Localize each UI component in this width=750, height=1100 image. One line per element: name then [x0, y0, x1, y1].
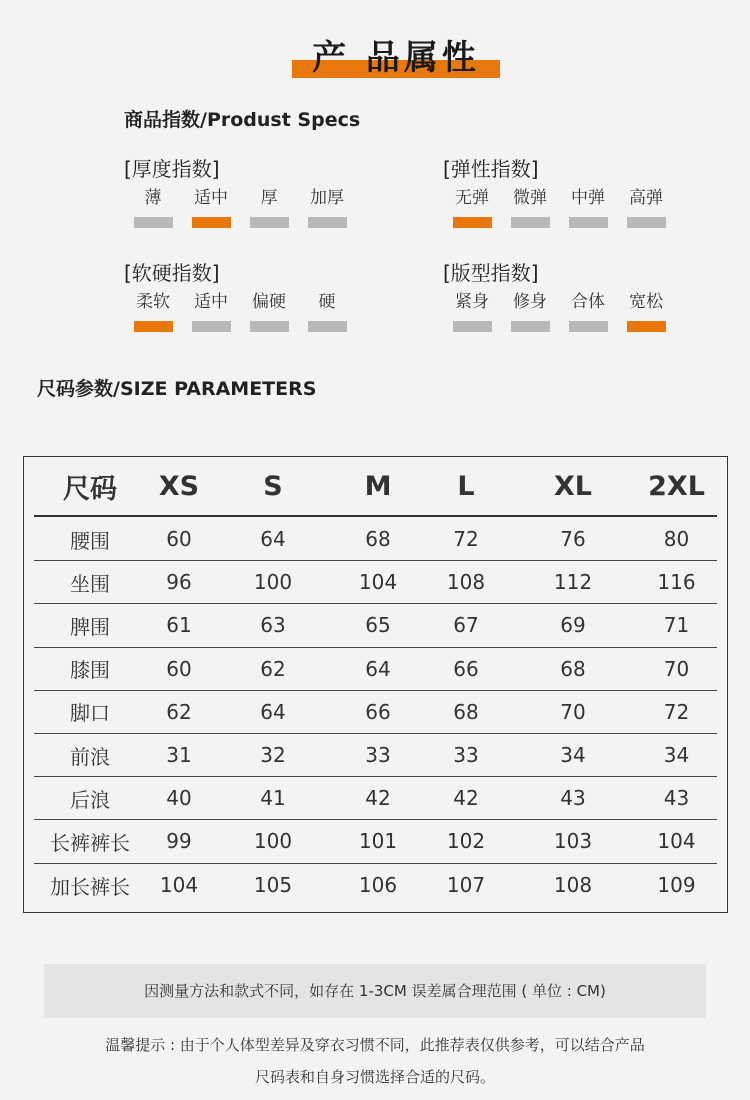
size-table [23, 456, 728, 913]
value-cell: 63 [260, 613, 286, 638]
index-bar [627, 321, 666, 332]
value-cell: 107 [446, 873, 486, 898]
value-cell: 68 [453, 699, 479, 724]
index-option-label: 高弹 [629, 188, 663, 208]
row-label-cell: 加长裤长 [50, 874, 130, 899]
index-bar [453, 217, 492, 228]
value-cell: 109 [657, 873, 696, 898]
value-cell: 32 [260, 743, 286, 768]
size-heading: 尺码参数/SIZE PARAMETERS [37, 378, 317, 400]
value-cell: 66 [365, 699, 391, 724]
table-row [34, 777, 717, 820]
index-option-label: 修身 [513, 292, 547, 312]
row-label-cell: 膝围 [70, 658, 110, 683]
row-label-cell: 长裤裤长 [50, 830, 130, 855]
index-option [617, 289, 675, 332]
table-row [34, 864, 717, 907]
value-cell: 43 [663, 786, 690, 811]
value-cell: 100 [253, 829, 293, 854]
header-cell: 尺码 [63, 473, 117, 505]
index-bar [192, 217, 231, 228]
value-cell: 104 [358, 570, 398, 595]
value-cell: 80 [663, 527, 690, 552]
index-option-label: 柔软 [136, 292, 170, 312]
value-cell: 112 [553, 570, 593, 595]
value-cell: 70 [560, 699, 586, 724]
value-cell: 104 [159, 873, 199, 898]
index-bar [250, 321, 289, 332]
index-bar [134, 321, 173, 332]
value-cell: 99 [166, 829, 192, 854]
value-cell: 101 [358, 829, 398, 854]
index-option [124, 289, 182, 332]
value-cell: 62 [260, 656, 286, 681]
value-cell: 33 [453, 743, 479, 768]
value-cell: 69 [560, 613, 586, 638]
value-cell: 100 [253, 570, 293, 595]
value-cell: 108 [446, 570, 486, 595]
header-cell: 2XL [648, 470, 705, 502]
value-cell: 68 [560, 656, 586, 681]
index-option [443, 289, 501, 332]
value-cell: 72 [663, 699, 690, 724]
index-option-label: 适中 [194, 188, 228, 208]
index-option [124, 185, 182, 228]
table-row [34, 820, 717, 863]
tip-line-2: 尺码表和自身习惯选择合适的尺码。 [254, 1068, 495, 1086]
page-title: 产 品属性 [312, 38, 480, 78]
value-cell: 64 [260, 699, 286, 724]
value-cell: 103 [553, 829, 593, 854]
value-cell: 60 [166, 656, 192, 681]
index-bar [569, 217, 608, 228]
index-bar [569, 321, 608, 332]
value-cell: 62 [166, 699, 192, 724]
value-cell: 34 [560, 743, 586, 768]
value-cell: 41 [260, 786, 286, 811]
value-cell: 105 [253, 873, 293, 898]
index-bar [627, 217, 666, 228]
index-option-label: 薄 [144, 188, 162, 208]
size-table-body [34, 518, 717, 907]
row-label-cell: 脚口 [70, 701, 110, 726]
index-option-label: 微弹 [513, 188, 547, 208]
page-title-block [292, 24, 500, 80]
header-cell: L [457, 470, 475, 502]
measurement-note: 因测量方法和款式不同，如存在 1-3CM 误差属合理范围 ( 单位 : CM) [44, 964, 706, 1018]
index-group-title: [版型指数] [443, 261, 539, 285]
table-row [34, 691, 717, 734]
header-cell: XL [553, 470, 593, 502]
index-option [298, 185, 356, 228]
value-cell: 102 [446, 829, 486, 854]
index-group-title: [软硬指数] [124, 261, 220, 285]
table-row [34, 518, 717, 561]
index-option-label: 无弹 [455, 188, 489, 208]
value-cell: 72 [453, 527, 479, 552]
index-option [617, 185, 675, 228]
index-option-label: 硬 [318, 292, 336, 312]
row-label-cell: 脾围 [70, 614, 110, 639]
table-row [34, 604, 717, 647]
value-cell: 104 [657, 829, 696, 854]
size-table-header [34, 457, 717, 517]
index-bar [134, 217, 173, 228]
value-cell: 60 [166, 527, 192, 552]
index-option [240, 289, 298, 332]
tip-line-1: 温馨提示 : 由于个人体型差异及穿衣习惯不同，此推荐表仅供参考，可以结合产品 [105, 1036, 645, 1054]
index-option [443, 185, 501, 228]
index-option [298, 289, 356, 332]
value-cell: 116 [657, 570, 696, 595]
index-option-label: 紧身 [455, 292, 489, 312]
header-cell: S [263, 470, 283, 502]
value-cell: 42 [453, 786, 479, 811]
index-option [501, 289, 559, 332]
value-cell: 33 [365, 743, 391, 768]
value-cell: 34 [663, 743, 690, 768]
row-label-cell: 腰围 [70, 528, 110, 553]
index-group-softness [124, 257, 364, 332]
index-option [240, 185, 298, 228]
table-row [34, 561, 717, 604]
value-cell: 71 [663, 613, 690, 638]
index-option [182, 185, 240, 228]
index-group-title: [弹性指数] [443, 157, 539, 181]
index-bar [511, 321, 550, 332]
index-option-label: 厚 [260, 188, 278, 208]
value-cell: 61 [166, 613, 192, 638]
value-cell: 108 [553, 873, 593, 898]
value-cell: 106 [358, 873, 398, 898]
index-option-label: 适中 [194, 292, 228, 312]
value-cell: 65 [365, 613, 391, 638]
index-bar [250, 217, 289, 228]
index-group-fit [443, 257, 683, 332]
value-cell: 70 [663, 656, 690, 681]
value-cell: 31 [166, 743, 192, 768]
index-option-label: 偏硬 [252, 292, 286, 312]
index-option [182, 289, 240, 332]
index-bar [511, 217, 550, 228]
value-cell: 68 [365, 527, 391, 552]
index-group-elasticity [443, 153, 683, 228]
value-cell: 96 [166, 570, 192, 595]
header-cell: XS [158, 470, 200, 502]
index-group-thickness [124, 153, 364, 228]
index-option-label: 加厚 [310, 188, 344, 208]
row-label-cell: 前浪 [70, 744, 110, 769]
value-cell: 40 [166, 786, 192, 811]
value-cell: 66 [453, 656, 479, 681]
index-bar [308, 217, 347, 228]
specs-heading: 商品指数/Produst Specs [124, 109, 361, 131]
index-option [501, 185, 559, 228]
index-option [559, 289, 617, 332]
index-option-label: 宽松 [629, 292, 663, 312]
index-bar [453, 321, 492, 332]
index-bar [308, 321, 347, 332]
value-cell: 76 [560, 527, 586, 552]
index-option [559, 185, 617, 228]
value-cell: 64 [365, 656, 391, 681]
value-cell: 42 [365, 786, 391, 811]
row-label-cell: 后浪 [70, 787, 110, 812]
index-group-title: [厚度指数] [124, 157, 220, 181]
value-cell: 67 [453, 613, 479, 638]
value-cell: 64 [260, 527, 286, 552]
value-cell: 43 [560, 786, 586, 811]
index-bar [192, 321, 231, 332]
index-option-label: 合体 [571, 292, 605, 312]
index-option-label: 中弹 [571, 188, 605, 208]
table-row [34, 648, 717, 691]
row-label-cell: 坐围 [70, 571, 110, 596]
table-row [34, 734, 717, 777]
header-cell: M [364, 470, 392, 502]
